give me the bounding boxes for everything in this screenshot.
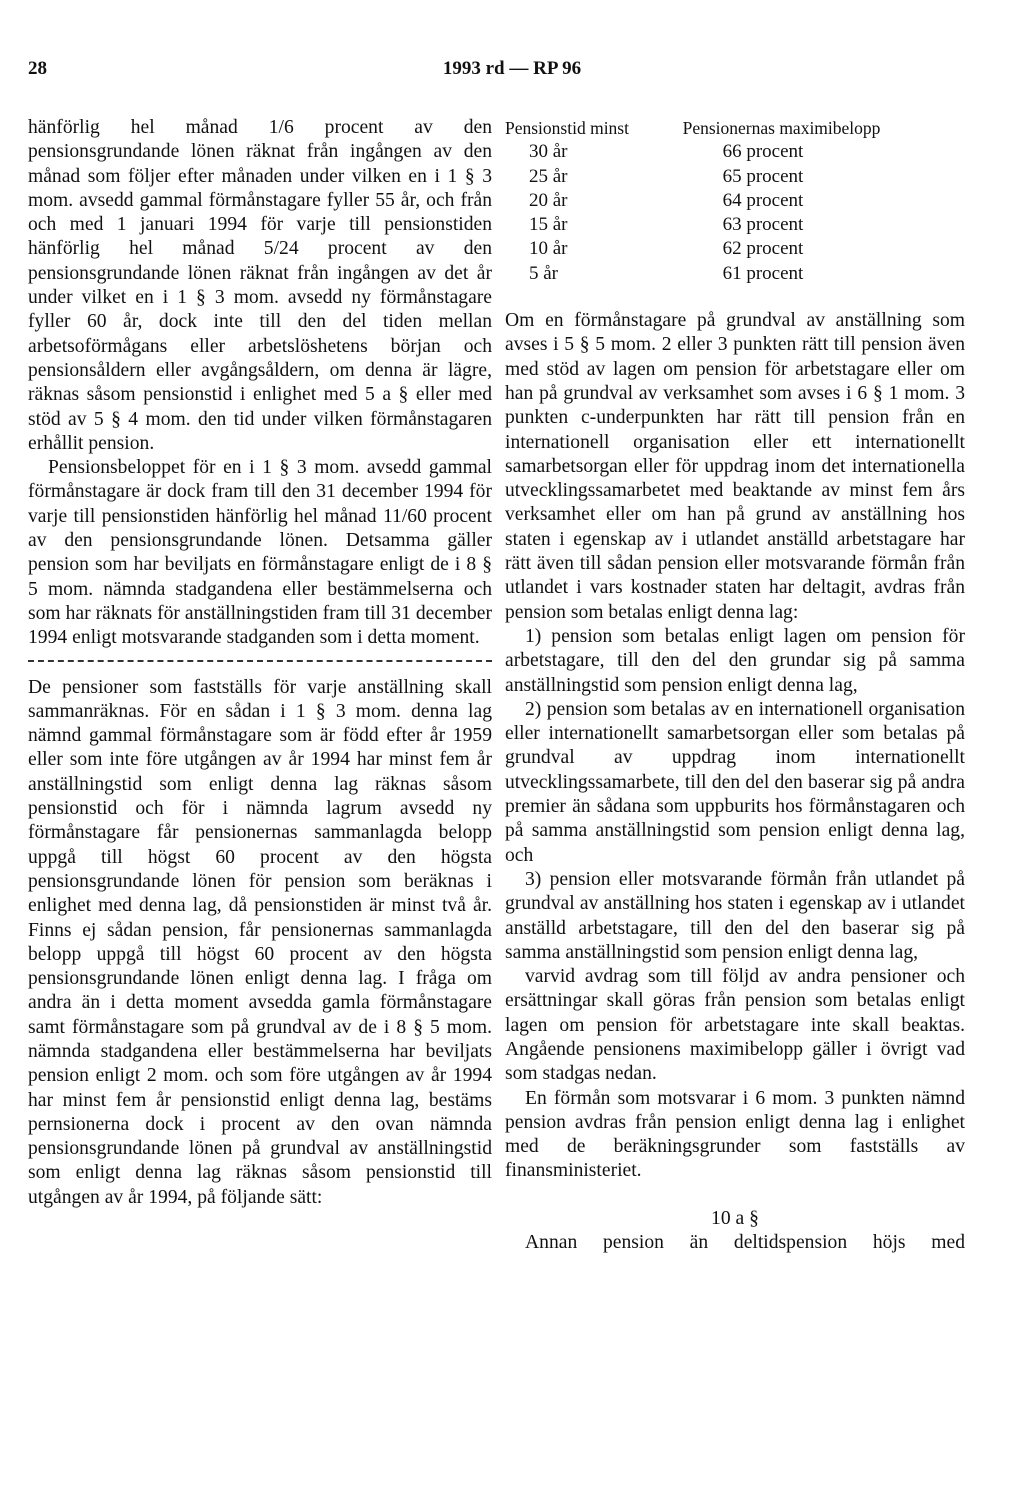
- paragraph: Om en förmånstagare på grundval av anställning som avses i 5 § 5 mom. 2 eller 3 punkten rätt till pension även med stöd av lagen om pension för arbetstagare eller om han på grundval av verksamhet som avses i 6 § 1 mom. 3 punkten c-underpunkten har rätt till pension från en internationell organisation eller ett internationellt samarbetsorgan eller för uppdrag inom det internationella utvecklingssamarbetet med beaktande av minst fem års verksamhet eller om han på grund av anställning hos staten i egenskap av i utlandet anställd arbetstagare har rätt även till sådan pension eller motsvarande förmån från utlandet i vars kostnader staten har deltagit, avdras från pension som betalas enligt denna lag:: [505, 310, 965, 623]
- table-header-cell: Pensionstid minst: [505, 118, 629, 138]
- list-item: 3) pension eller motsvarande förmån från utlandet på grundval av anställning hos staten i egenskap av i utlandet anställd arbetstagare, till den del den baserar sig på samma anställningstid som pension enligt denna lag,: [505, 868, 965, 963]
- table-row: [505, 140, 965, 164]
- table-row: [505, 165, 965, 189]
- table-row: [505, 262, 965, 286]
- section-heading: 10 a §: [711, 1207, 759, 1229]
- paragraph: Annan pension än deltidspension höjs med: [525, 1232, 965, 1254]
- table-row: [505, 237, 965, 261]
- left-column: [28, 116, 492, 1210]
- dashed-separator: [28, 660, 492, 662]
- table-cell: 25 år: [529, 165, 568, 187]
- list-item: 2) pension som betalas av en internationell organisation eller internationellt samarbetsorgan eller som betalas på grundval av uppdrag inom internationellt utvecklingssamarbete, till den del den baserar sig på andra premier än sådana som uppburits hos förmånstagaren och på samma anställningstid som pension enligt denna lag, och: [505, 698, 965, 866]
- table-cell: 65 procent: [722, 165, 804, 187]
- paragraph: De pensioner som fastställs för varje anställning skall sammanräknas. För en sådan i 1 § 3 mom. denna lag nämnd gammal förmånstagare som är född efter år 1959 eller som inte före utgången av år 1994 har minst fem år anställningstid som enligt denna lag räknas såsom pensionstid och för i nämnda lagrum avsedd ny förmånstagare får pensionernas sammanlagda belopp uppgå till högst 60 procent av den högsta pensionsgrundande lönen för pension som beräknas i enlighet med denna lag, då pensionstiden är minst två år. Finns ej sådan pension, får pensionernas sammanlagda belopp uppgå till högst 60 procent av den högsta pensionsgrundande lönen enligt denna lag. I fråga om andra än i detta moment avsedda gamla förmånstagare samt förmånstagare som på grundval av de i 8 § 5 mom. nämnda stadgandena eller bestämmelserna har beviljats pension enligt 2 mom. och som före utgången av år 1994 har minst fem år pensionstid enligt denna lag, bestäms pernsionerna dock i procent av den ovan nämnda pensionsgrundande lönen på grundval av anställningstid som enligt denna lag räknas såsom pensionstid till utgången av år 1994, på följande sätt:: [28, 676, 492, 1208]
- table-cell: 30 år: [529, 141, 568, 163]
- pension-table: [505, 116, 965, 286]
- running-head: 1993 rd — RP 96: [442, 58, 582, 79]
- table-cell: 61 procent: [722, 262, 804, 284]
- table-row: [505, 189, 965, 213]
- right-column: [505, 116, 965, 1255]
- paragraph: Pensionsbeloppet för en i 1 § 3 mom. avsedd gammal förmånstagare är dock fram till den 31 december 1994 för varje till pensionstiden hänförlig hel månad 11/60 procent av den pensionsgrundande lönen. Detsamma gäller pension som har beviljats en förmånstagare enligt de i 8 § 5 mom. nämnda stadgandena eller bestämmelserna och som har räknats för anställningstiden fram till 31 december 1994 enligt motsvarande stadganden som i detta moment.: [28, 457, 492, 649]
- spacer: [505, 1184, 965, 1207]
- table-cell: 10 år: [529, 238, 568, 260]
- table-row: [505, 213, 965, 237]
- table-cell: 5 år: [529, 262, 559, 284]
- table-header-cell: Pensionernas maximibelopp: [682, 118, 881, 138]
- table-header-row: [505, 116, 965, 140]
- table-cell: 64 procent: [722, 189, 804, 211]
- table-cell: 63 procent: [722, 214, 804, 236]
- spacer: [505, 286, 965, 309]
- table-cell: 66 procent: [722, 141, 804, 163]
- list-item: 1) pension som betalas enligt lagen om pension för arbetstagare, till den del den grundar sig på samma anställningstid som pension enligt denna lag,: [505, 625, 965, 696]
- table-cell: 62 procent: [722, 238, 804, 260]
- table-cell: 20 år: [529, 189, 568, 211]
- paragraph: En förmån som motsvarar i 6 mom. 3 punkten nämnd pension avdras från pension enligt denna lag i enlighet med de beräkningsgrunder som fastställs av finansministeriet.: [505, 1087, 965, 1182]
- page-number: 28: [28, 58, 47, 79]
- paragraph: varvid avdrag som till följd av andra pensioner och ersättningar skall göras från pension som betalas enligt lagen om pension för arbetstagare inte skall beaktas. Angående pensionens maximibelopp gäller i övrigt vad som stadgas nedan.: [505, 966, 965, 1085]
- paragraph: hänförlig hel månad 1/6 procent av den pensionsgrundande lönen räknat från ingången av den månad som följer efter månaden under vilken en i 1 § 3 mom. avsedd gammal förmånstagare fyller 55 år, och från och med 1 januari 1994 för varje till pensionstiden hänförlig hel månad 5/24 procent av den pensionsgrundande lönen räknat från ingången av det år under vilket en i 1 § 3 mom. avsedd ny förmånstagare fyller 60 år, dock inte till den del tiden mellan arbetsoförmågans eller arbetslöshetens början och pensionsåldern eller avgångsåldern, om denna är lägre, räknas såsom pensionstid i enlighet med 5 a § eller med stöd av 5 § 4 mom. den tid under vilken förmånstagaren erhållit pension.: [28, 117, 492, 454]
- table-cell: 15 år: [529, 214, 568, 236]
